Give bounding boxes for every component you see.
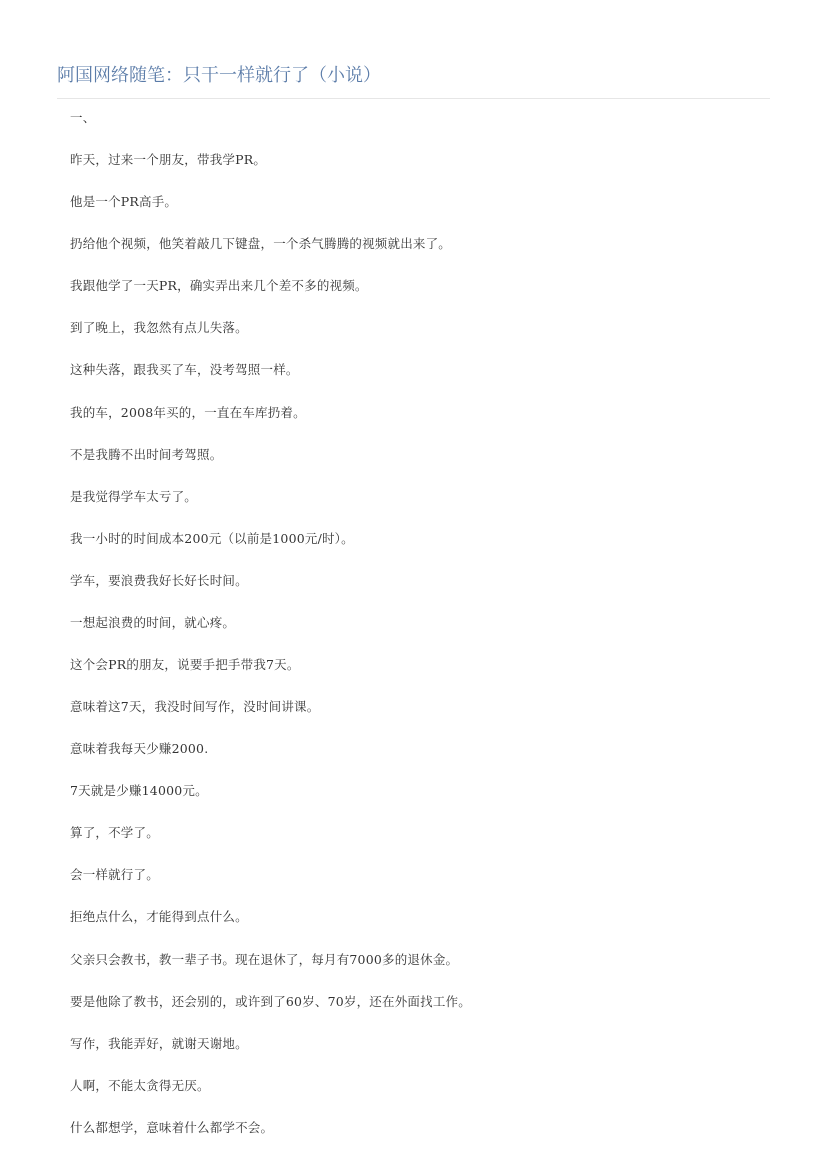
paragraph: 到了晚上，我忽然有点儿失落。	[70, 320, 248, 336]
paragraph: 意味着这7天，我没时间写作，没时间讲课。	[70, 699, 320, 715]
paragraph: 人啊，不能太贪得无厌。	[70, 1077, 210, 1093]
paragraph: 拒绝点什么，才能得到点什么。	[70, 909, 248, 925]
paragraph: 这个会PR的朋友，说要手把手带我7天。	[70, 657, 300, 673]
paragraph: 我跟他学了一天PR，确实弄出来几个差不多的视频。	[70, 278, 368, 294]
paragraph: 意味着我每天少赚2000.	[70, 741, 209, 757]
paragraph: 一、	[70, 110, 96, 125]
paragraph: 一想起浪费的时间，就心疼。	[70, 614, 236, 630]
paragraph: 这种失落，跟我买了车，没考驾照一样。	[70, 362, 299, 378]
document-body	[70, 108, 770, 1160]
paragraph: 是我觉得学车太亏了。	[70, 488, 198, 504]
paragraph: 我一小时的时间成本200元（以前是1000元/时）。	[70, 530, 354, 546]
paragraph: 算了，不学了。	[70, 825, 159, 841]
paragraph: 什么都想学，意味着什么都学不会。	[70, 1119, 274, 1135]
paragraph: 父亲只会教书，教一辈子书。现在退休了，每月有7000多的退休金。	[70, 951, 459, 967]
paragraph: 扔给他个视频，他笑着敲几下键盘，一个杀气腾腾的视频就出来了。	[70, 236, 452, 252]
paragraph: 写作，我能弄好，就谢天谢地。	[70, 1035, 248, 1051]
paragraph: 会一样就行了。	[70, 867, 159, 883]
paragraph: 学车，要浪费我好长好长时间。	[70, 572, 248, 588]
title-divider	[57, 98, 770, 99]
paragraph: 昨天，过来一个朋友，带我学PR。	[70, 152, 267, 168]
paragraph: 7天就是少赚14000元。	[70, 783, 208, 799]
paragraph: 他是一个PR高手。	[70, 194, 178, 210]
paragraph: 不是我腾不出时间考驾照。	[70, 446, 223, 462]
document-title: 阿国网络随笔：只干一样就行了（小说）	[57, 65, 381, 86]
paragraph: 要是他除了教书，还会别的，或许到了60岁、70岁，还在外面找工作。	[70, 993, 471, 1009]
paragraph: 我的车，2008年买的，一直在车库扔着。	[70, 404, 306, 420]
